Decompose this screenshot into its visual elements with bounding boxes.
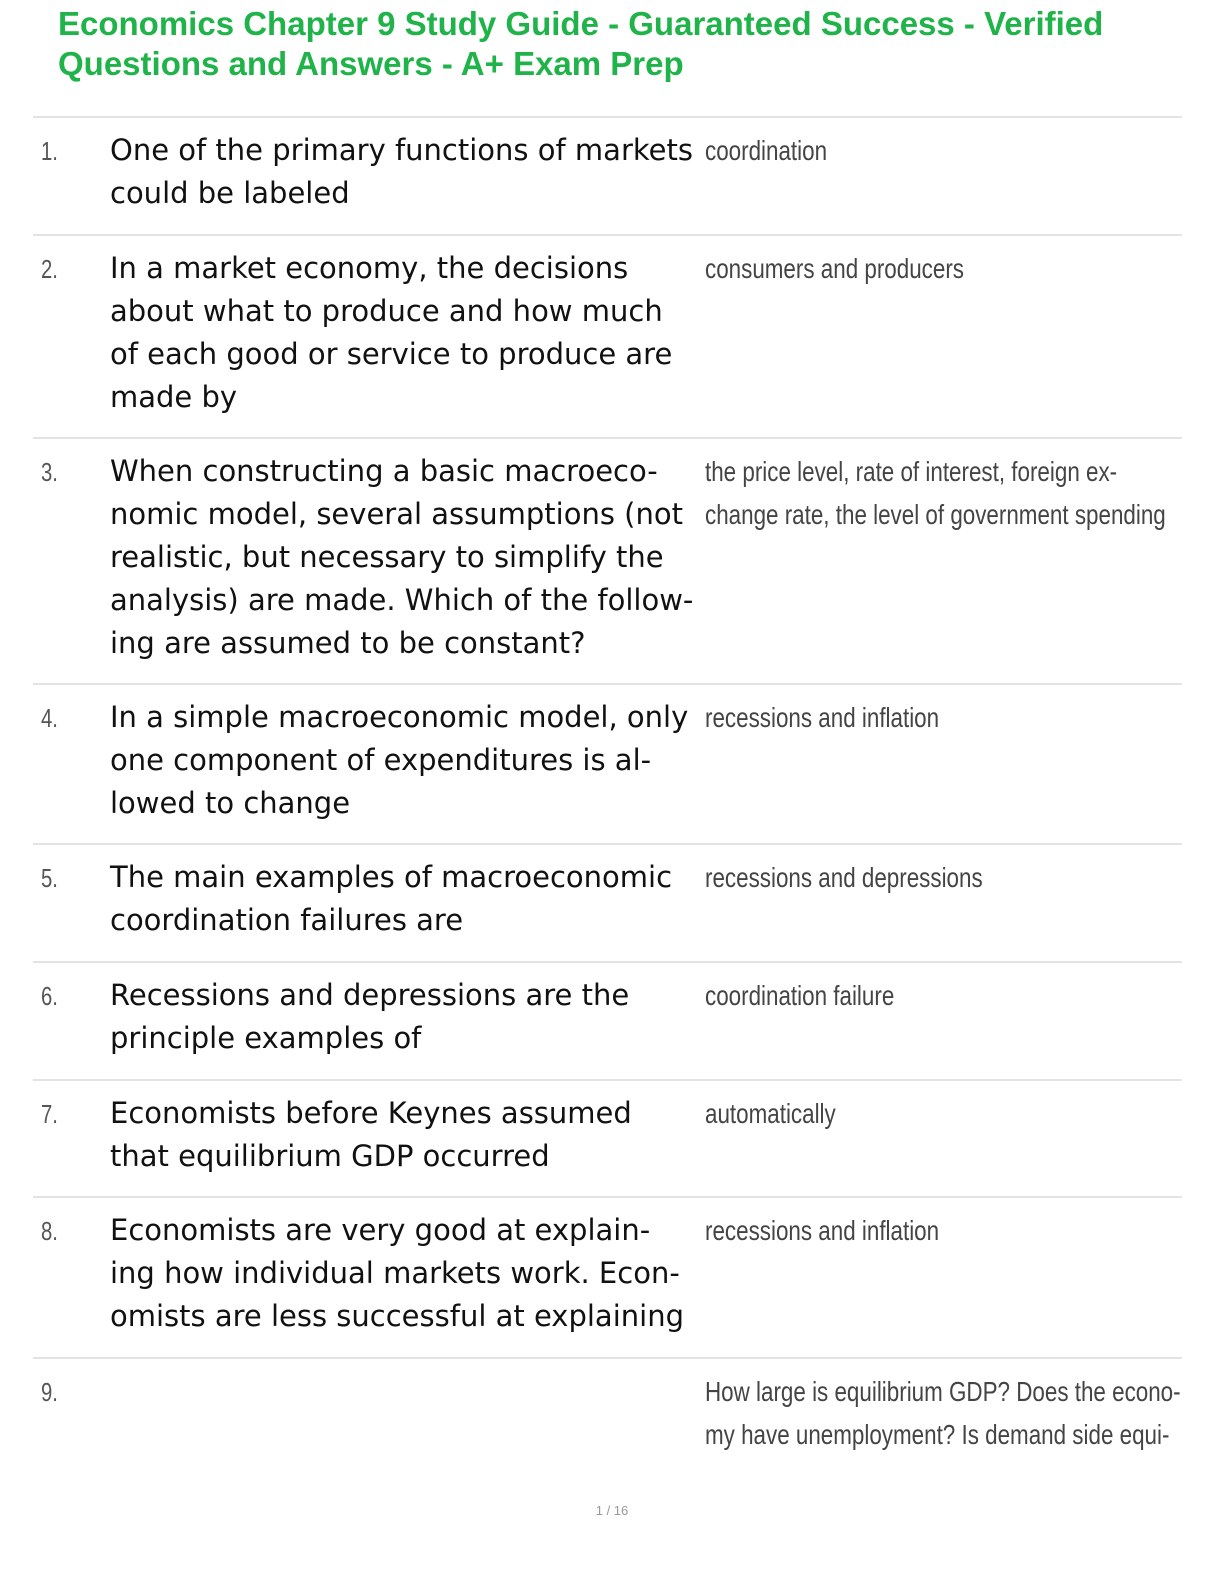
question-line: made by: [110, 380, 238, 414]
question-line: In a simple macroeconomic model, only: [110, 700, 689, 734]
question-text: [110, 856, 700, 942]
qa-row: [33, 961, 1182, 1079]
question-text: [110, 696, 700, 825]
answer-line: the price level, rate of interest, foreign ex-: [705, 456, 1118, 487]
question-line: that equilibrium GDP occurred: [110, 1139, 550, 1173]
question-line: realistic, but necessary to simplify the: [110, 540, 664, 574]
question-text: [110, 1209, 700, 1338]
question-line: ing are assumed to be constant?: [110, 626, 586, 660]
answer-text: [705, 974, 1175, 1017]
answer-line: recessions and inflation: [705, 702, 940, 733]
item-number: 4.: [41, 703, 58, 733]
question-text: [110, 1092, 700, 1178]
item-number: 2.: [41, 254, 58, 284]
question-line: omists are less successful at explaining: [110, 1299, 684, 1333]
answer-line: coordination: [705, 135, 828, 166]
item-number: 3.: [41, 457, 58, 487]
question-text: [110, 247, 700, 419]
answer-text: [705, 1370, 1181, 1456]
answer-line: recessions and inflation: [705, 1215, 940, 1246]
answer-line: automatically: [705, 1098, 836, 1129]
question-line: one component of expenditures is al-: [110, 743, 652, 777]
question-line: nomic model, several assumptions (not: [110, 497, 683, 531]
document-title: [58, 4, 1198, 84]
qa-row: [33, 843, 1182, 961]
answer-text: [705, 1092, 1175, 1135]
question-text: [110, 450, 700, 665]
question-text: [110, 129, 700, 215]
item-number: 1.: [41, 136, 58, 166]
question-line: analysis) are made. Which of the follow-: [110, 583, 694, 617]
question-text: [110, 974, 700, 1060]
title-line: Questions and Answers - A+ Exam Prep: [58, 45, 684, 82]
answer-line: change rate, the level of government spending: [705, 499, 1166, 530]
question-line: The main examples of macroeconomic: [110, 860, 673, 894]
question-line: Recessions and depressions are the: [110, 978, 630, 1012]
title-line: Economics Chapter 9 Study Guide - Guaranteed Success - Verified: [58, 5, 1104, 42]
answer-text: [705, 856, 1175, 899]
question-line: Economists before Keynes assumed: [110, 1096, 632, 1130]
answer-line: How large is equilibrium GDP? Does the econo-: [705, 1376, 1181, 1407]
question-line: One of the primary functions of markets: [110, 133, 693, 167]
question-line: ing how individual markets work. Econ-: [110, 1256, 680, 1290]
page-indicator: 1 / 16: [595, 1503, 629, 1518]
qa-list: [33, 116, 1182, 1507]
item-number: 6.: [41, 981, 58, 1011]
question-line: principle examples of: [110, 1021, 422, 1055]
question-line: could be labeled: [110, 176, 350, 210]
item-number: 9.: [41, 1377, 58, 1407]
qa-row: [33, 116, 1182, 234]
question-line: When constructing a basic macroeco-: [110, 454, 658, 488]
question-line: about what to produce and how much: [110, 294, 663, 328]
answer-text: [705, 696, 1175, 739]
answer-text: [705, 450, 1175, 536]
qa-row: [33, 437, 1182, 683]
answer-text: [705, 247, 1175, 290]
qa-row: [33, 1079, 1182, 1196]
answer-line: consumers and producers: [705, 253, 964, 284]
qa-row: [33, 683, 1182, 843]
item-number: 7.: [41, 1099, 58, 1129]
answer-text: [705, 1209, 1175, 1252]
qa-row: [33, 1357, 1182, 1507]
answer-text: [705, 129, 1175, 172]
qa-row: [33, 1196, 1182, 1357]
item-number: 8.: [41, 1216, 58, 1246]
question-line: coordination failures are: [110, 903, 464, 937]
item-number: 5.: [41, 863, 58, 893]
question-line: lowed to change: [110, 786, 351, 820]
question-line: of each good or service to produce are: [110, 337, 673, 371]
question-line: In a market economy, the decisions: [110, 251, 629, 285]
qa-row: [33, 234, 1182, 437]
answer-line: recessions and depressions: [705, 862, 983, 893]
question-line: Economists are very good at explain-: [110, 1213, 651, 1247]
answer-line: my have unemployment? Is demand side equi-: [705, 1419, 1170, 1450]
answer-line: coordination failure: [705, 980, 895, 1011]
